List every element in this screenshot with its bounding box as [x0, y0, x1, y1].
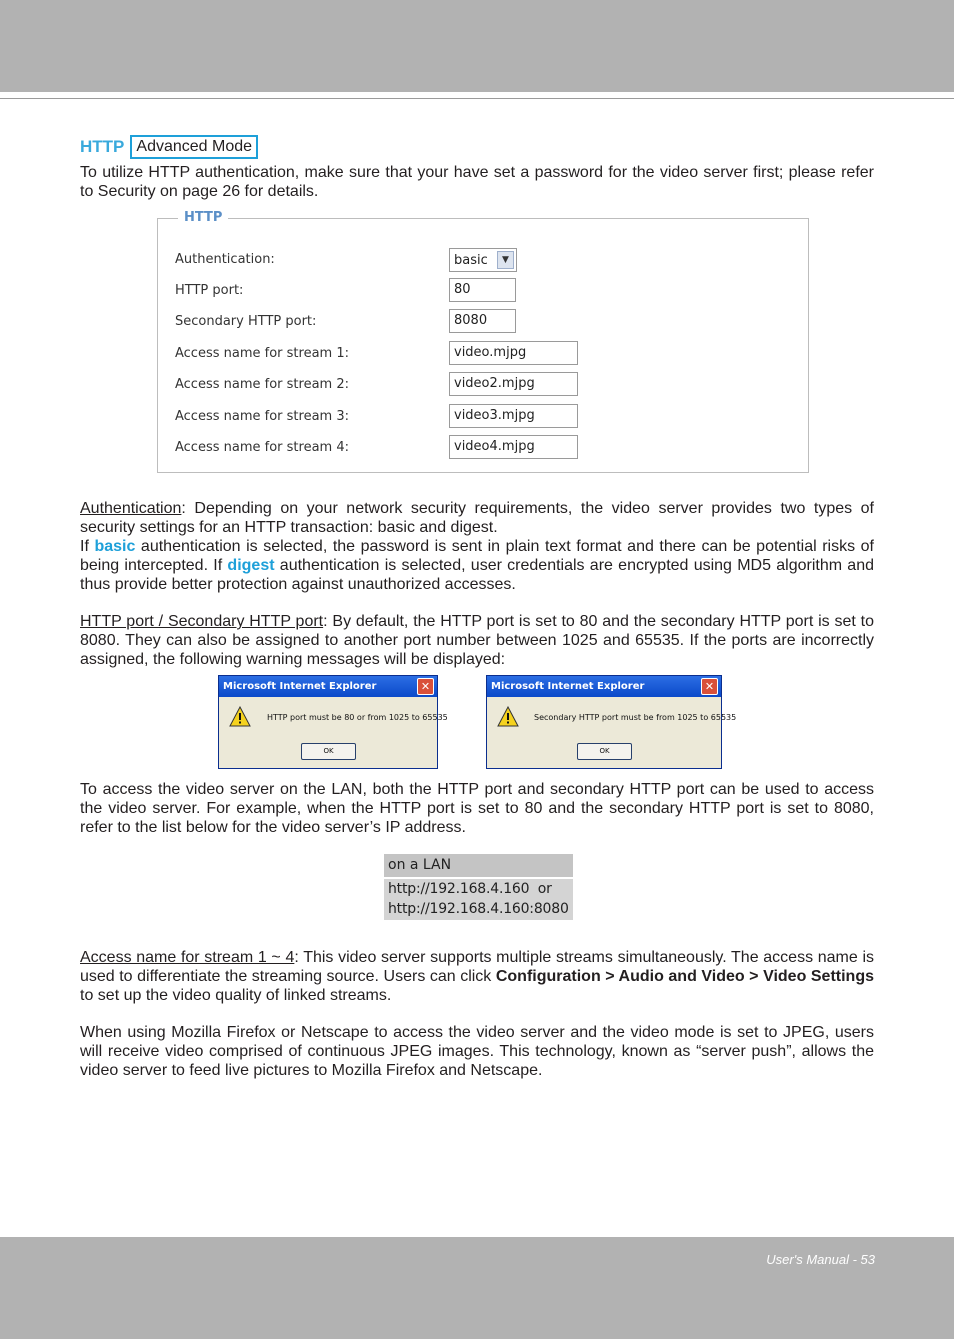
- authentication-paragraph: [80, 499, 874, 594]
- lan-header: on a LAN: [384, 854, 573, 879]
- stream-text-end: to set up the video quality of linked streams.: [80, 987, 392, 1004]
- if-text: If: [80, 538, 95, 555]
- dialog-titlebar: [219, 676, 437, 697]
- stream2-input[interactable]: video2.mjpg: [449, 372, 578, 396]
- dialog-title: Microsoft Internet Explorer: [223, 681, 377, 692]
- authentication-select[interactable]: [449, 248, 517, 272]
- authentication-text: : Depending on your network security requirements, the video server provides two types of security settings for an HTTP transaction: basic and digest.: [80, 500, 874, 536]
- secondary-http-port-input[interactable]: 8080: [449, 309, 516, 333]
- dialog-titlebar: [487, 676, 721, 697]
- close-icon[interactable]: ✕: [701, 678, 718, 695]
- authentication-term: Authentication: [80, 500, 182, 517]
- header-rule: [0, 98, 954, 99]
- http-port-input[interactable]: 80: [449, 278, 516, 302]
- warning-dialog-http-port: [218, 675, 448, 769]
- stream4-input[interactable]: video4.mjpg: [449, 435, 578, 459]
- lan-address-1: http://192.168.4.160 or: [388, 881, 552, 897]
- warning-dialog-secondary-port: [486, 675, 737, 769]
- ports-text: : By default, the HTTP port is set to 80 and the secondary HTTP port is set to 8080. They can also be assigned to another port number between 1025 and 65535. If the ports are incorrectly assigned, the following warning messages will be displayed:: [80, 613, 875, 668]
- stream-paragraph: [80, 948, 874, 1005]
- lan-address-2: http://192.168.4.160:8080: [388, 901, 569, 917]
- firefox-paragraph: When using Mozilla Firefox or Netscape to access the video server and the video mode is set to JPEG, users will receive video comprised of continuous JPEG images. This technology, known as “server push”, allows the video server to feed live pictures to Mozilla Firefox and Netscape.: [80, 1024, 874, 1079]
- page-number: User's Manual - 53: [766, 1252, 875, 1267]
- panel-legend: HTTP: [178, 210, 228, 225]
- close-icon[interactable]: ✕: [417, 678, 434, 695]
- basic-text: authentication is selected, the password is sent in plain text format and there can be potential risks of being intercepted. If: [80, 538, 874, 574]
- warning-icon: [497, 706, 519, 728]
- stream4-label: Access name for stream 4:: [175, 439, 349, 455]
- section-heading: [80, 134, 258, 160]
- config-path: Configuration > Audio and Video > Video Settings: [495, 968, 874, 985]
- dialog-message: Secondary HTTP port must be from 1025 to 65535: [534, 713, 737, 722]
- stream3-input[interactable]: video3.mjpg: [449, 404, 578, 428]
- digest-text: authentication is selected, user credentials are encrypted using MD5 algorithm and thus provide better protection against unauthorized accesses.: [80, 557, 875, 593]
- stream-text: : This video server supports multiple streams simultaneously. The access name is used to differentiate the streaming source. Users can click: [80, 949, 875, 985]
- stream-term: Access name for stream 1 ~ 4: [80, 949, 295, 966]
- ok-button[interactable]: OK: [301, 743, 356, 760]
- intro-paragraph: To utilize HTTP authentication, make sure that your have set a password for the video server first; please refer to Security on page 26 for details.: [80, 164, 874, 200]
- ok-button[interactable]: OK: [577, 743, 632, 760]
- ports-term: HTTP port / Secondary HTTP port: [80, 613, 324, 630]
- chevron-down-icon[interactable]: ▼: [497, 251, 514, 269]
- warning-icon: [229, 706, 251, 728]
- authentication-label: Authentication:: [175, 251, 275, 267]
- dialog-title: Microsoft Internet Explorer: [491, 681, 645, 692]
- stream2-label: Access name for stream 2:: [175, 376, 349, 392]
- stream3-label: Access name for stream 3:: [175, 408, 349, 424]
- lan-paragraph: To access the video server on the LAN, both the HTTP port and secondary HTTP port can be used to access the video server. For example, when the HTTP port is set to 80 and the secondary HTTP port is set to 8080, refer to the list below for the video server’s IP address.: [80, 781, 874, 836]
- http-settings-panel: [157, 210, 809, 473]
- digest-keyword: digest: [227, 557, 275, 574]
- basic-keyword: basic: [94, 538, 136, 555]
- ports-paragraph: [80, 612, 874, 669]
- header-band: [0, 0, 954, 92]
- mode-badge: Advanced Mode: [130, 135, 258, 159]
- stream1-input[interactable]: video.mjpg: [449, 341, 578, 365]
- secondary-http-port-label: Secondary HTTP port:: [175, 313, 317, 329]
- lan-address-box: [384, 854, 573, 920]
- dialog-message: HTTP port must be 80 or from 1025 to 65535: [267, 713, 448, 722]
- stream1-label: Access name for stream 1:: [175, 345, 349, 361]
- http-port-label: HTTP port:: [175, 282, 244, 298]
- authentication-value: basic: [454, 252, 488, 268]
- section-title: HTTP: [80, 137, 125, 156]
